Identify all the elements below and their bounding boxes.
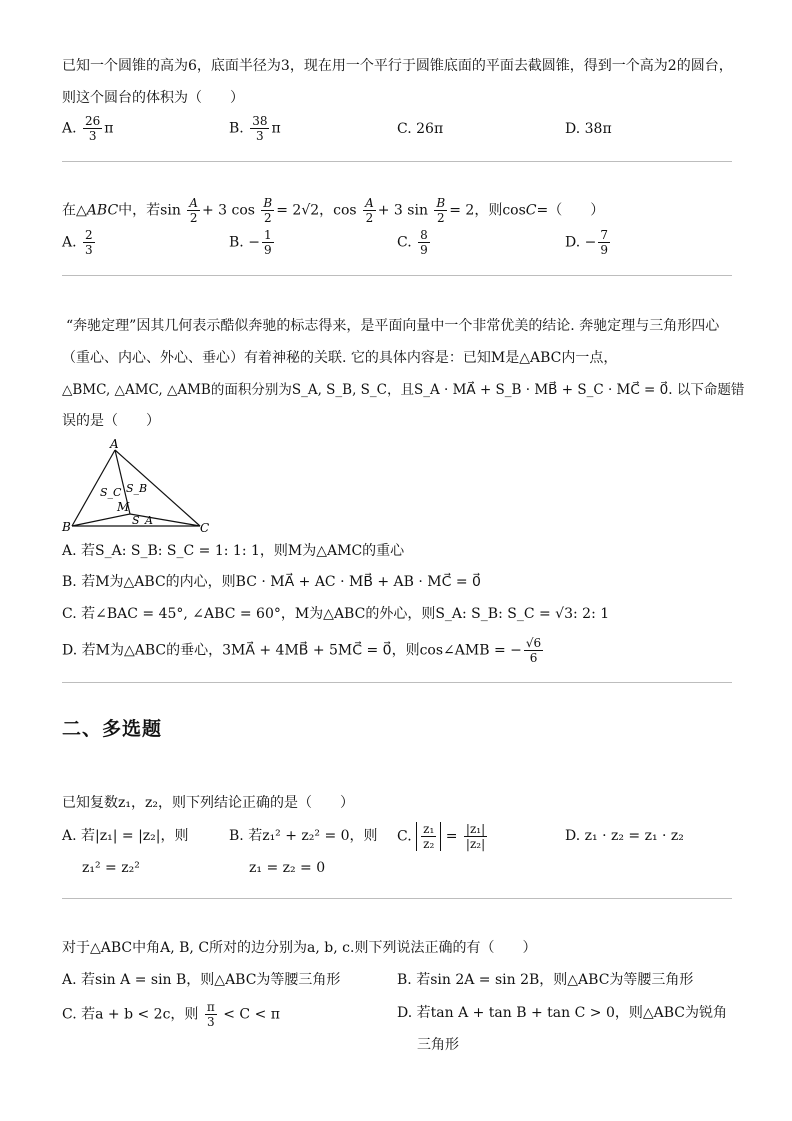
q4-option-d: D. z₁ · z₂ = z₁ · z₂ [565,828,684,844]
q2-stem: 在△ABC中，若sin $\frac{A}{2}$ + 3 cos $\frac{B}{2}$ = 2√2，cos $\frac{A}{2}$ + 3 sin $\frac{B}{2}$ = 2，则cosC=（ ） [62,196,605,225]
divider [62,161,732,162]
q1-option-a: A. $\frac{26}{3}$ π [62,114,114,143]
q3-stem-line1: “奔驰定理”因其几何表示酷似奔驰的标志得来，是平面向量中一个非常优美的结论. 奔驰定理与三角形四心 [66,318,720,334]
q1-stem-line1: 已知一个圆锥的高为6，底面半径为3，现在用一个平行于圆锥底面的平面去截圆锥，得到一个高为2的圆台， [62,58,733,74]
q1-option-d: D. 38π [565,121,612,137]
area-sb-label: S_B [126,482,148,495]
vertex-c-label: C [200,521,210,535]
vertex-b-label: B [62,520,71,534]
q1-stem-line2: 则这个圆台的体积为（ ） [62,90,244,106]
area-sc-label: S_C [100,486,122,499]
q2-option-c: C. $\frac{8}{9}$ [397,228,428,257]
q3-stem-line4: 误的是（ ） [62,413,160,429]
q5-option-d-line2: 三角形 [417,1037,459,1053]
section-title: 二、多选题 [62,718,163,740]
vertex-a-label: A [110,437,119,451]
q2-option-b: B. − $\frac{1}{9}$ [229,228,272,257]
q5-option-b: B. 若sin 2A = sin 2B，则△ABC为等腰三角形 [397,972,694,988]
benz-triangle-figure [60,434,220,538]
area-sa-label: S_A [132,514,153,527]
q3-option-d: D. 若M为△ABC的垂心，3MA⃗ + 4MB⃗ + 5MC⃗ = 0⃗，则cos∠AMB = − $\frac{√6}{6}$ [62,636,542,665]
q1-option-c: C. 26π [397,121,444,137]
q2-option-d: D. − $\frac{7}{9}$ [565,228,609,257]
q3-stem-line3: △BMC, △AMC, △AMB的面积分别为S_A, S_B, S_C，且S_A · MA⃗ + S_B · MB⃗ + S_C · MC⃗ = 0⃗. 以下命题错 [62,382,745,398]
q1-option-b: B. $\frac{38}{3}$ π [229,114,281,143]
q3-option-b: B. 若M为△ABC的内心，则BC · MA⃗ + AC · MB⃗ + AB · MC⃗ = 0⃗ [62,574,481,590]
q4-stem: 已知复数z₁，z₂，则下列结论正确的是（ ） [62,795,354,811]
q3-option-a: A. 若S_A: S_B: S_C = 1: 1: 1，则M为△AMC的重心 [62,543,405,559]
divider [62,898,732,899]
point-m-label: M [117,500,130,514]
q4-option-a-line1: A. 若|z₁| = |z₂|，则 [62,828,189,844]
q4-option-b-line2: z₁ = z₂ = 0 [249,860,326,876]
q5-option-a: A. 若sin A = sin B，则△ABC为等腰三角形 [62,972,341,988]
q2-option-a: A. $\frac{2}{3}$ [62,228,93,257]
q4-option-b-line1: B. 若z₁² + z₂² = 0，则 [229,828,378,844]
q3-option-c: C. 若∠BAC = 45°, ∠ABC = 60°，M为△ABC的外心，则S_A: S_B: S_C = √3: 2: 1 [62,606,610,622]
q4-option-a-line2: z₁² = z₂² [82,860,140,876]
q5-option-d-line1: D. 若tan A + tan B + tan C > 0，则△ABC为锐角 [397,1005,727,1021]
q3-stem-line2: （重心、内心、外心、垂心）有着神秘的关联. 它的具体内容是：已知M是△ABC内一点， [62,350,618,366]
q4-option-c: C. $\frac{\text{z₁}}{\text{z₂}}$ = $\frac{\text{|z₁|}}{\text{|z₂|}}$ [397,822,486,851]
q5-option-c: C. 若a + b < 2c，则 $\frac{\pi}{3}$ < C < π [62,1000,280,1029]
divider [62,275,732,276]
divider [62,682,732,683]
q5-stem: 对于△ABC中角A, B, C所对的边分别为a, b, c.则下列说法正确的有（ ） [62,940,537,956]
